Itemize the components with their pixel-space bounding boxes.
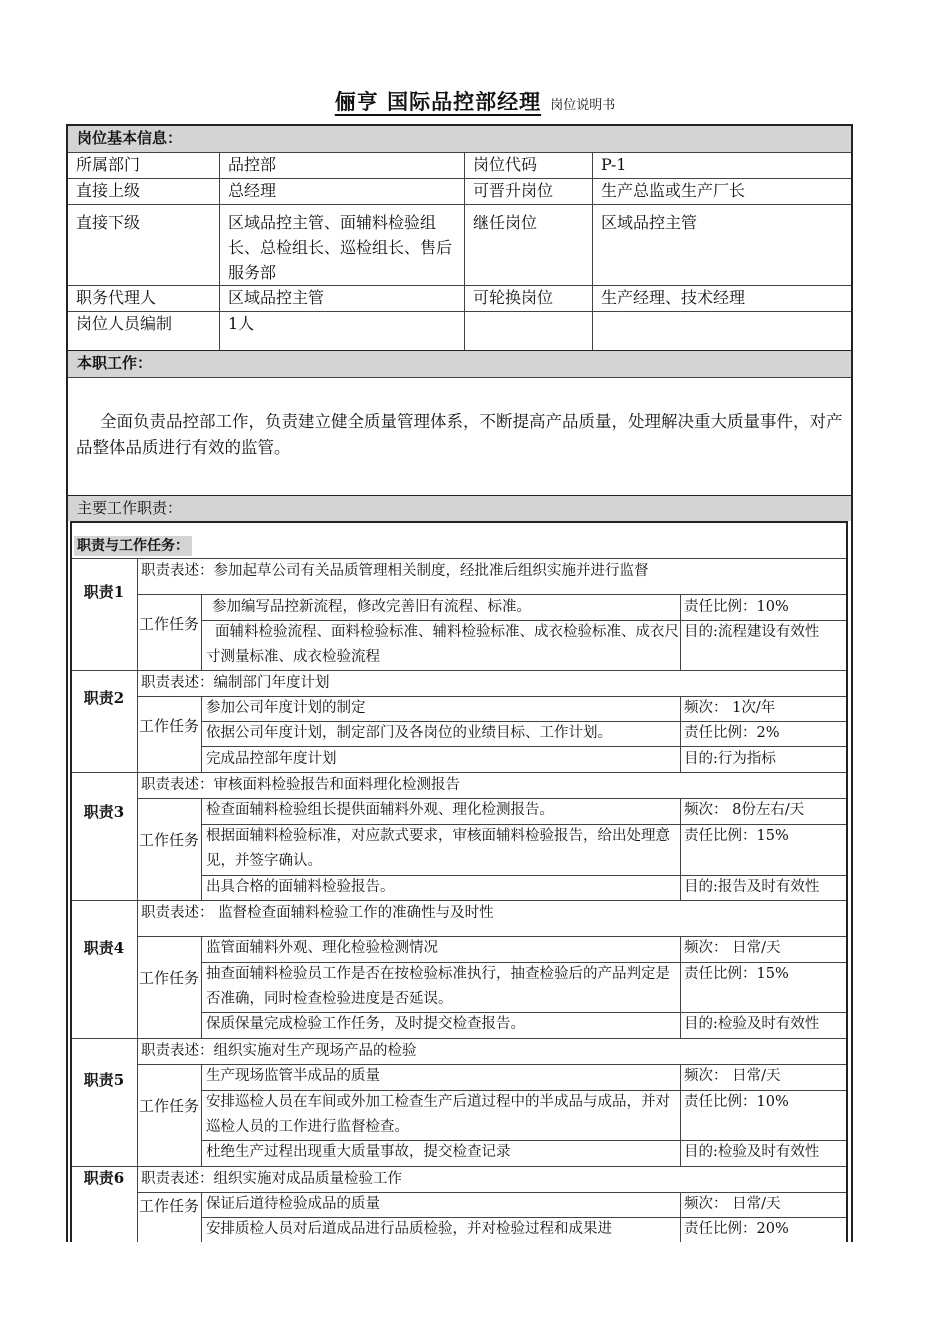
task-label: 工作任务 — [138, 1097, 199, 1115]
label-direct-subordinates: 直接下级 — [76, 213, 141, 232]
duty-label: 职责2 — [83, 689, 125, 707]
task-meta: 频次： 日常/天 — [684, 1196, 781, 1212]
duty-statement: 职责表述：组织实施对成品质量检验工作 — [141, 1171, 402, 1187]
label-successor-position: 继任岗位 — [473, 213, 538, 232]
task-meta: 责任比例：20% — [684, 1221, 789, 1237]
task-text: 参加公司年度计划的制定 — [206, 700, 366, 716]
page-title: 俪亨 国际品控部经理 — [334, 90, 542, 114]
task-text: 监管面辅料外观、理化检验检测情况 — [206, 940, 438, 956]
task-text: 出具合格的面辅料检验报告。 — [206, 879, 395, 895]
task-meta: 频次： 1次/年 — [684, 700, 776, 716]
duty-6 — [72, 1166, 136, 1190]
task-meta: 目的:流程建设有效性 — [684, 624, 820, 640]
task-text: 参加编写品控新流程，修改完善旧有流程、标准。 — [212, 599, 531, 615]
task-text: 生产现场监管半成品的质量 — [206, 1068, 380, 1084]
duty-statement: 职责表述： 监督检查面辅料检验工作的准确性与及时性 — [141, 905, 494, 921]
job-summary-text: 全面负责品控部工作，负责建立健全质量管理体系，不断提高产品质量，处理解决重大质量事件，对产品整体品质进行有效的监管。 — [76, 412, 843, 457]
task-text: 安排质检人员对后道成品进行品质检验，并对检验过程和成果进 — [206, 1221, 612, 1237]
duty-statement: 职责表述：编制部门年度计划 — [141, 675, 330, 691]
label-promotion-position: 可晋升岗位 — [473, 181, 554, 200]
task-text: 依据公司年度计划，制定部门及各岗位的业绩目标、工作计划。 — [206, 725, 612, 741]
duty-label: 职责1 — [83, 583, 125, 601]
duties-subheader: 职责与工作任务： — [74, 535, 192, 556]
task-meta: 责任比例：2% — [684, 725, 780, 741]
value-direct-subordinates: 区域品控主管、面辅料检验组长、总检组长、巡检组长、售后服务部 — [228, 213, 453, 282]
task-label: 工作任务 — [138, 1197, 199, 1215]
task-text: 抽查面辅料检验员工作是否在按检验标准执行，抽查检验后的产品判定是否准确，同时检查检验进度是否延误。 — [206, 966, 670, 1007]
task-text: 保质保量完成检验工作任务，及时提交检查报告。 — [206, 1016, 525, 1032]
task-meta: 目的:行为指标 — [684, 751, 776, 767]
duty-3 — [72, 800, 136, 824]
task-meta: 频次： 日常/天 — [684, 1068, 781, 1084]
task-meta: 责任比例：15% — [684, 966, 789, 982]
value-deputy: 区域品控主管 — [228, 288, 325, 307]
value-direct-superior: 总经理 — [228, 181, 277, 200]
task-meta: 目的:检验及时有效性 — [684, 1016, 820, 1032]
duty-label: 职责5 — [83, 1071, 125, 1089]
task-text: 保证后道待检验成品的质量 — [206, 1196, 380, 1212]
task-text: 完成品控部年度计划 — [206, 751, 337, 767]
task-text: 安排巡检人员在车间或外加工检查生产后道过程中的半成品与成品，并对巡检人员的工作进行监督检查。 — [206, 1094, 670, 1135]
value-rotation-position: 生产经理、技术经理 — [601, 288, 746, 307]
value-promotion-position: 生产总监或生产厂长 — [601, 181, 746, 200]
document-title — [0, 86, 950, 116]
task-meta: 目的:检验及时有效性 — [684, 1144, 820, 1160]
job-summary-header: 本职工作： — [68, 351, 851, 377]
label-rotation-position: 可轮换岗位 — [473, 288, 554, 307]
duty-statement: 职责表述：组织实施对生产现场产品的检验 — [141, 1043, 417, 1059]
label-position-code: 岗位代码 — [473, 155, 538, 174]
task-meta: 目的:报告及时有效性 — [684, 879, 820, 895]
task-label: 工作任务 — [138, 969, 199, 987]
label-department: 所属部门 — [76, 155, 141, 174]
task-text: 根据面辅料检验标准，对应款式要求，审核面辅料检验报告，给出处理意见，并签字确认。 — [206, 828, 670, 869]
duty-label: 职责3 — [83, 803, 125, 821]
duty-2 — [72, 686, 136, 710]
duty-5 — [72, 1068, 136, 1092]
duty-statement: 职责表述：参加起草公司有关品质管理相关制度，经批准后组织实施并进行监督 — [141, 563, 649, 579]
duty-statement: 职责表述：审核面料检验报告和面料理化检测报告 — [141, 777, 460, 793]
task-meta: 责任比例：15% — [684, 828, 789, 844]
task-meta: 责任比例：10% — [684, 599, 789, 615]
task-meta: 频次： 日常/天 — [684, 940, 781, 956]
task-text: 检查面辅料检验组长提供面辅料外观、理化检测报告。 — [206, 802, 554, 818]
task-text: 面辅料检验流程、面料检验标准、辅料检验标准、成衣检验标准、成衣尺寸测量标准、成衣检验流程 — [206, 624, 679, 665]
duty-label: 职责6 — [83, 1169, 125, 1187]
value-department: 品控部 — [228, 155, 277, 174]
task-label: 工作任务 — [138, 615, 199, 633]
task-label: 工作任务 — [138, 717, 199, 735]
value-position-code: P-1 — [601, 155, 627, 174]
value-headcount: 1人 — [228, 314, 255, 333]
main-duties-header: 主要工作职责： — [68, 496, 851, 521]
label-headcount: 岗位人员编制 — [76, 314, 173, 333]
document-type: 岗位说明书 — [550, 98, 616, 113]
task-label: 工作任务 — [138, 831, 199, 849]
duty-1 — [72, 580, 136, 604]
task-meta: 责任比例：10% — [684, 1094, 789, 1110]
value-successor-position: 区域品控主管 — [601, 213, 698, 232]
duty-4 — [72, 936, 136, 960]
basic-info-header: 岗位基本信息： — [68, 126, 851, 152]
task-meta: 频次： 8份左右/天 — [684, 802, 805, 818]
task-text: 杜绝生产过程出现重大质量事故，提交检查记录 — [206, 1144, 511, 1160]
label-direct-superior: 直接上级 — [76, 181, 141, 200]
label-deputy: 职务代理人 — [76, 288, 157, 307]
duty-label: 职责4 — [83, 939, 125, 957]
